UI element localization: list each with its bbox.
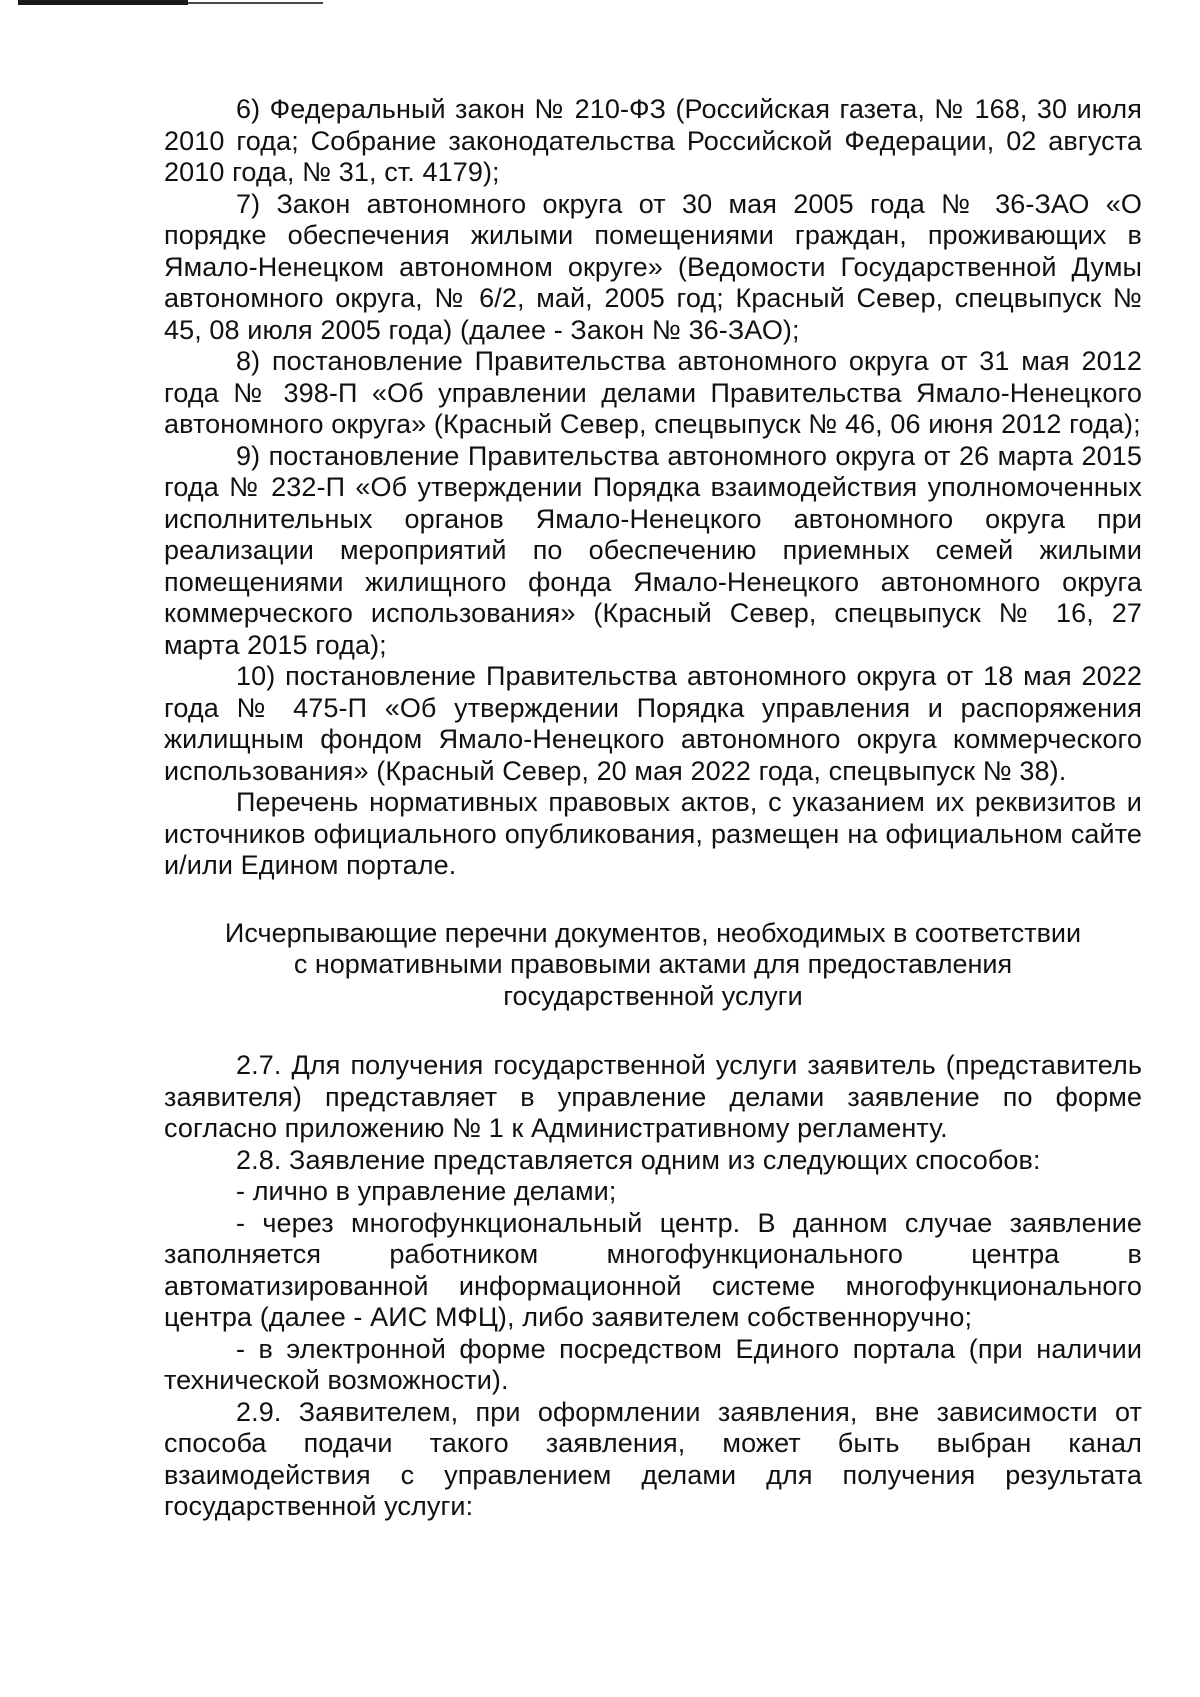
paragraph-item-6: 6) Федеральный закон № 210-ФЗ (Российская газета, № 168, 30 июля 2010 года; Собрание законодательства Российской Федерации, 02 августа 2010 года, № 31, ст. 4179);: [164, 94, 1142, 187]
paragraph-2-7: 2.7. Для получения государственной услуги заявитель (представитель заявителя) представляет в управление делами заявление по форме согласно приложению № 1 к Административному регламенту.: [164, 1050, 1142, 1143]
paragraph-item-9: 9) постановление Правительства автономного округа от 26 марта 2015 года № 232-П «Об утверждении Порядка взаимодействия уполномоченных исполнительных органов Ямало-Ненецкого автономного округа при реализации мероприятий по обеспечению приемных семей жилыми помещениями жилищного фонда Ямало-Ненецкого автономного округа коммерческого использования» (Красный Север, спецвыпуск № 16, 27 марта 2015 года);: [164, 440, 1142, 660]
section-heading-line-2: с нормативными правовыми актами для предоставления: [293, 949, 1013, 979]
document-page: [164, 94, 1142, 1523]
section-heading: [164, 918, 1142, 1013]
paragraph-2-9: 2.9. Заявителем, при оформлении заявления, вне зависимости от способа подачи такого заявления, может быть выбран канал взаимодействия с управлением делами для получения результата государственной услуги:: [164, 1396, 1142, 1521]
paragraph-2-8: 2.8. Заявление представляется одним из следующих способов:: [236, 1144, 1041, 1175]
list-item-in-person: - лично в управление делами;: [236, 1176, 617, 1206]
section-heading-line-1: Исчерпывающие перечни документов, необходимых в соответствии: [224, 917, 1082, 948]
scan-artifact-bar: [18, 0, 188, 5]
paragraph-item-7: 7) Закон автономного округа от 30 мая 2005 года № 36-ЗАО «О порядке обеспечения жилыми помещениями граждан, проживающих в Ямало-Ненецком автономном округе» (Ведомости Государственной Думы автономного округа, № 6/2, май, 2005 год; Красный Север, спецвыпуск № 45, 08 июля 2005 года) (далее - Закон № 36-ЗАО);: [164, 188, 1142, 345]
list-item-mfc: - через многофункциональный центр. В данном случае заявление заполняется работником многофункционального центра в автоматизированной информационной системе многофункционального центра (далее - АИС МФЦ), либо заявителем собственноручно;: [164, 1207, 1142, 1332]
paragraph-acts-list-note: Перечень нормативных правовых актов, с указанием их реквизитов и источников официального опубликования, размещен на официальном сайте и/или Едином портале.: [164, 787, 1142, 880]
paragraph-item-8: 8) постановление Правительства автономного округа от 31 мая 2012 года № 398-П «Об управлении делами Правительства Ямало-Ненецкого автономного округа» (Красный Север, спецвыпуск № 46, 06 июня 2012 года);: [164, 346, 1142, 439]
scan-artifact-line: [188, 2, 323, 4]
section-heading-line-3: государственной услуги: [503, 980, 803, 1011]
list-item-electronic: - в электронной форме посредством Единого портала (при наличии технической возможности).: [164, 1333, 1142, 1395]
paragraph-item-10: 10) постановление Правительства автономного округа от 18 мая 2022 года № 475-П «Об утверждении Порядка управления и распоряжения жилищным фондом Ямало-Ненецкого автономного округа коммерческого использования» (Красный Север, 20 мая 2022 года, спецвыпуск № 38).: [164, 661, 1142, 786]
